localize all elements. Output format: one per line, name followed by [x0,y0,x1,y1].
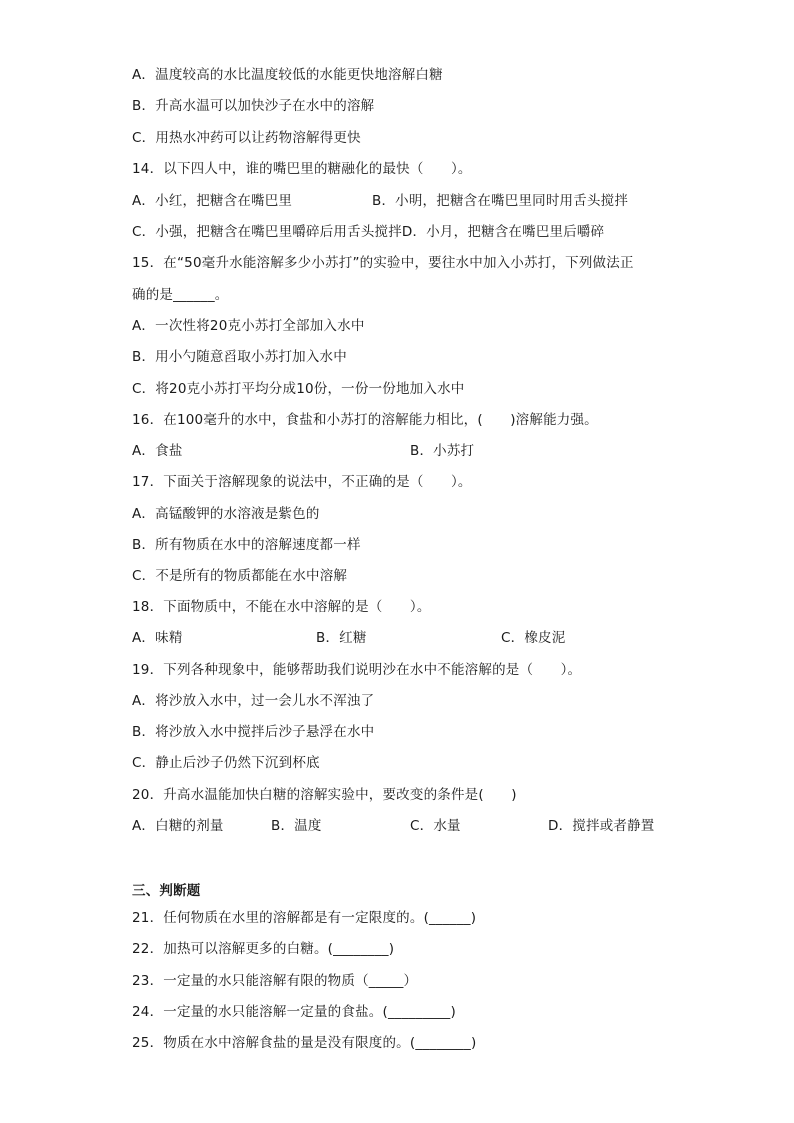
q16-option-a: A．食盐 [132,443,183,459]
q17-option-c: C．不是所有的物质都能在水中溶解 [132,568,348,584]
q20-option-b: B．温度 [271,818,322,834]
q13-option-c: C．用热水冲药可以让药物溶解得更快 [132,130,361,146]
q18-stem: 18．下面物质中，不能在水中溶解的是（ ）。 [132,599,431,615]
section-title: 三、判断题 [132,883,201,899]
q18-option-a: A．味精 [132,630,183,646]
q14-option-b: B．小明，把糖含在嘴巴里同时用舌头搅拌 [372,193,629,209]
q15-option-c: C．将20克小苏打平均分成10份，一份一份地加入水中 [132,381,465,397]
q17-option-b: B．所有物质在水中的溶解速度都一样 [132,537,361,553]
q13-option-b: B．升高水温可以加快沙子在水中的溶解 [132,98,375,114]
q18-options [132,627,592,649]
q22: 22．加热可以溶解更多的白糖。(________) [132,941,395,957]
q15-option-a: A．一次性将20克小苏打全部加入水中 [132,318,365,334]
q25: 25．物质在水中溶解食盐的量是没有限度的。(________) [132,1035,477,1051]
q18-option-c: C．橡皮泥 [501,630,566,646]
q14-option-a: A．小红，把糖含在嘴巴里 [132,193,293,209]
q19-option-c: C．静止后沙子仍然下沉到杯底 [132,755,320,771]
q14-stem: 14．以下四人中，谁的嘴巴里的糖融化的最快（ ）。 [132,161,472,177]
q23: 23．一定量的水只能溶解有限的物质（_____） [132,973,418,989]
q14-options-row2: C．小强，把糖含在嘴巴里嚼碎后用舌头搅拌D．小月，把糖含在嘴巴里后嚼碎 [132,224,605,240]
q21: 21．任何物质在水里的溶解都是有一定限度的。(______) [132,910,477,926]
q20-stem: 20．升高水温能加快白糖的溶解实验中，要改变的条件是( ) [132,787,517,803]
q17-stem: 17．下面关于溶解现象的说法中，不正确的是（ ）。 [132,474,472,490]
q13-option-a: A．温度较高的水比温度较低的水能更快地溶解白糖 [132,67,443,83]
q20-options [132,815,672,837]
q16-options [132,440,532,462]
q19-option-b: B．将沙放入水中搅拌后沙子悬浮在水中 [132,724,375,740]
q24: 24．一定量的水只能溶解一定量的食盐。(_________) [132,1004,456,1020]
q19-option-a: A．将沙放入水中，过一会儿水不浑浊了 [132,693,375,709]
q17-option-a: A．高锰酸钾的水溶液是紫色的 [132,506,320,522]
q18-option-b: B．红糖 [316,630,367,646]
q20-option-c: C．水量 [410,818,461,834]
q16-option-b: B．小苏打 [410,443,475,459]
q15-stem: 15．在“50毫升水能溶解多少小苏打”的实验中，要往水中加入小苏打，下列做法正 [132,255,634,271]
q16-stem: 16．在100毫升的水中，食盐和小苏打的溶解能力相比，( )溶解能力强。 [132,412,598,428]
q15-stem-cont: 确的是______。 [132,287,229,303]
q20-option-a: A．白糖的剂量 [132,818,224,834]
q14-options-row1 [132,190,652,212]
q20-option-d: D．搅拌或者静置 [548,818,655,834]
q19-stem: 19．下列各种现象中，能够帮助我们说明沙在水中不能溶解的是（ ）。 [132,662,582,678]
q15-option-b: B．用小勺随意舀取小苏打加入水中 [132,349,347,365]
